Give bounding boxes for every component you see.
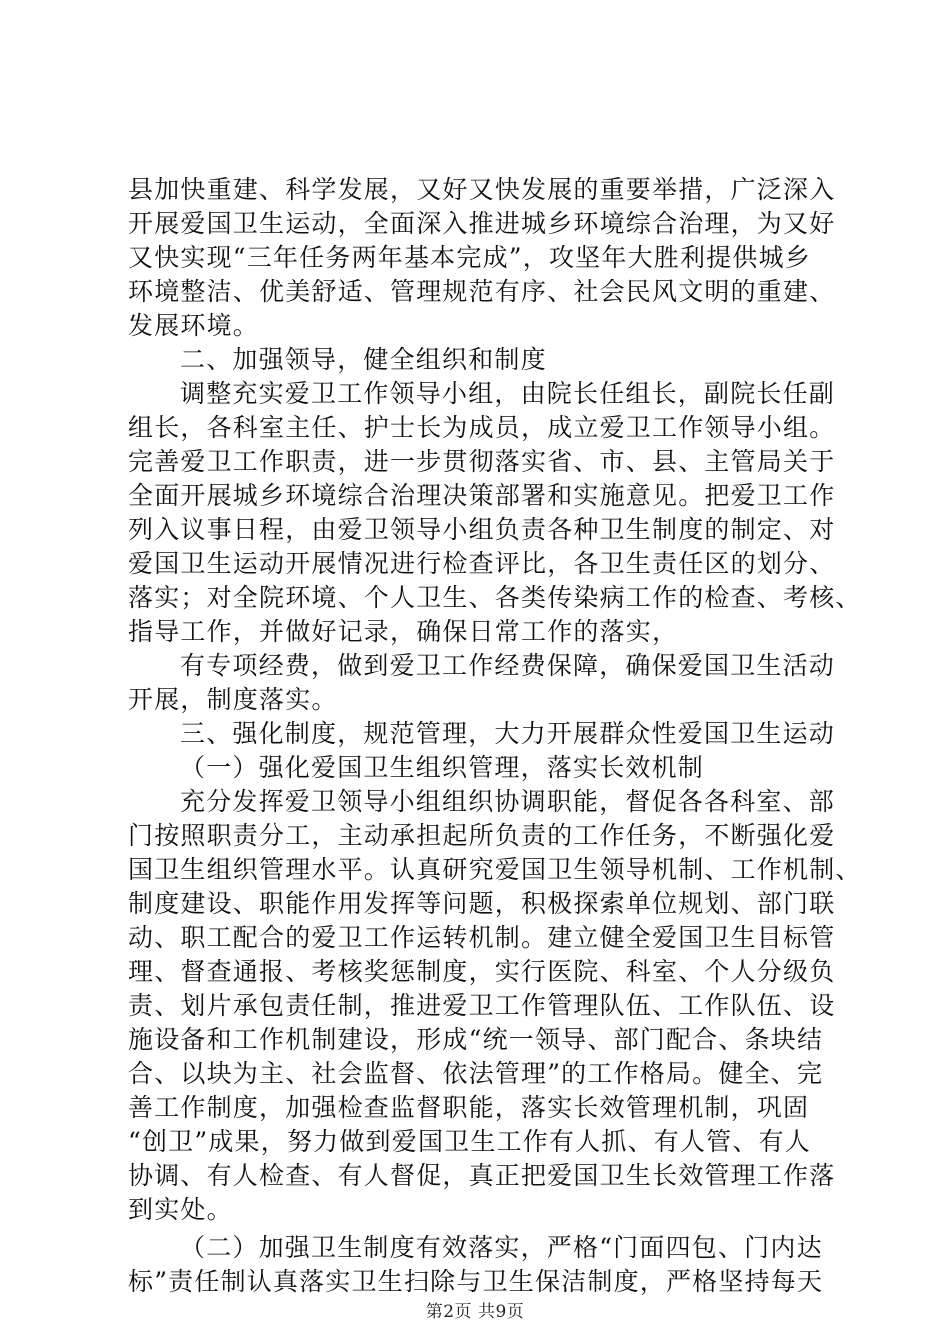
text-line: 发展环境。 — [128, 311, 260, 340]
text-line: 环境整洁、优美舒适、管理规范有序、社会民风文明的重建、 — [128, 277, 836, 306]
text-line: 爱国卫生运动开展情况进行检查评比，各卫生责任区的划分、 — [128, 549, 836, 578]
text-line: 理、督查通报、考核奖惩制度，实行医院、科室、个人分级负 — [128, 957, 836, 986]
subsection-heading: （二）加强卫生制度有效落实，严格“门面四包、门内达 — [180, 1233, 823, 1262]
text-line: 开展爱国卫生运动，全面深入推进城乡环境综合治理，为又好 — [128, 209, 836, 238]
text-line: 充分发挥爱卫领导小组组织协调职能，督促各各科室、部 — [180, 787, 836, 816]
text-line: 协调、有人检查、有人督促，真正把爱国卫生长效管理工作落 — [128, 1161, 836, 1190]
text-line: 列入议事日程，由爱卫领导小组负责各种卫生制度的制定、对 — [128, 515, 836, 544]
text-line: 调整充实爱卫工作领导小组，由院长任组长，副院长任副 — [180, 379, 836, 408]
subsection-heading: （一）强化爱国卫生组织管理，落实长效机制 — [180, 753, 705, 782]
text-line: 又快实现“三年任务两年基本完成”，攻坚年大胜利提供城乡 — [128, 243, 811, 272]
section-heading: 三、强化制度，规范管理，大力开展群众性爱国卫生运动 — [180, 719, 836, 748]
text-line: 全面开展城乡环境综合治理决策部署和实施意见。把爱卫工作 — [128, 481, 836, 510]
text-line: 县加快重建、科学发展，又好又快发展的重要举措，广泛深入 — [128, 175, 836, 204]
text-line: 动、职工配合的爱卫工作运转机制。建立健全爱国卫生目标管 — [128, 923, 836, 952]
text-line: 到实处。 — [128, 1195, 233, 1224]
text-line: 国卫生组织管理水平。认真研究爱国卫生领导机制、工作机制、 — [128, 855, 862, 884]
text-line: 标”责任制认真落实卫生扫除与卫生保洁制度，严格坚持每天 — [128, 1267, 824, 1296]
text-line: 组长，各科室主任、护士长为成员，成立爱卫工作领导小组。 — [128, 413, 836, 442]
text-line: 指导工作，并做好记录，确保日常工作的落实， — [128, 617, 679, 646]
page-number-footer: 第2页 共9页 — [425, 1302, 525, 1322]
text-line: “创卫”成果，努力做到爱国卫生工作有人抓、有人管、有人 — [128, 1127, 811, 1156]
text-line: 施设备和工作机制建设，形成“统一领导、部门配合、条块结 — [128, 1025, 824, 1054]
text-line: 制度建设、职能作用发挥等问题，积极探索单位规划、部门联 — [128, 889, 836, 918]
section-heading: 二、加强领导，健全组织和制度 — [180, 345, 547, 374]
text-line: 善工作制度，加强检查监督职能，落实长效管理机制，巩固 — [128, 1093, 810, 1122]
text-line: 开展，制度落实。 — [128, 685, 338, 714]
text-line: 落实；对全院环境、个人卫生、各类传染病工作的检查、考核、 — [128, 583, 862, 612]
text-line: 合、以块为主、社会监督、依法管理”的工作格局。健全、完 — [128, 1059, 824, 1088]
text-line: 门按照职责分工，主动承担起所负责的工作任务，不断强化爱 — [128, 821, 836, 850]
text-line: 有专项经费，做到爱卫工作经费保障，确保爱国卫生活动 — [180, 651, 836, 680]
text-line: 责、划片承包责任制，推进爱卫工作管理队伍、工作队伍、设 — [128, 991, 836, 1020]
text-line: 完善爱卫工作职责，进一步贯彻落实省、市、县、主管局关于 — [128, 447, 836, 476]
